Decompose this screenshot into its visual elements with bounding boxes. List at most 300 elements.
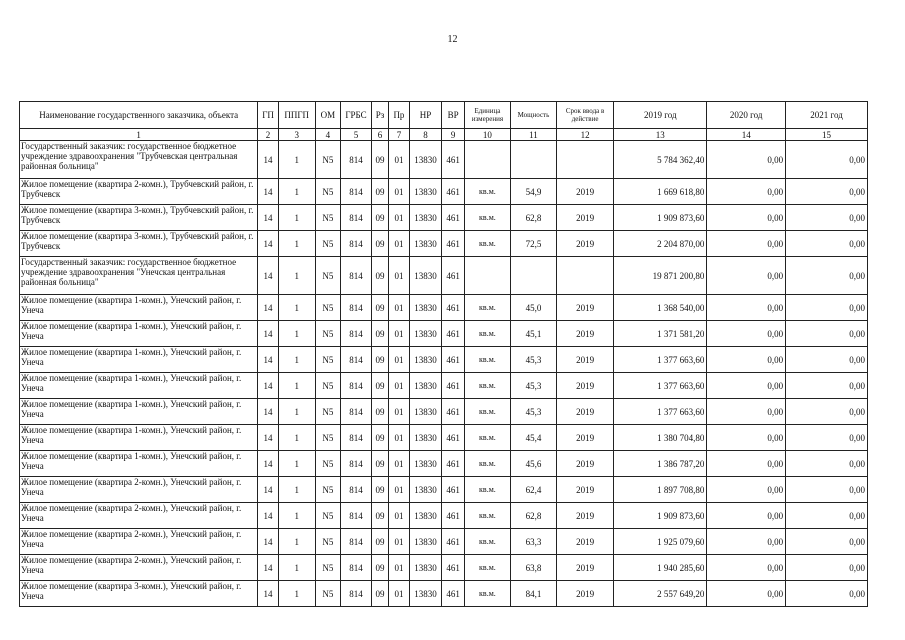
cell-2019: 1 368 540,00 bbox=[614, 295, 707, 321]
cell-pr: 01 bbox=[389, 477, 409, 503]
column-number: 14 bbox=[707, 129, 786, 141]
cell-rz: 09 bbox=[371, 347, 388, 373]
cell-ppgp: 1 bbox=[278, 581, 315, 607]
cell-power: 63,8 bbox=[510, 555, 556, 581]
cell-term: 2019 bbox=[556, 373, 613, 399]
cell-2020: 0,00 bbox=[707, 555, 786, 581]
cell-2020: 0,00 bbox=[707, 179, 786, 205]
cell-term bbox=[556, 141, 613, 179]
cell-pr: 01 bbox=[389, 529, 409, 555]
cell-gp: 14 bbox=[258, 425, 278, 451]
header-cell: 2019 год bbox=[614, 102, 707, 129]
header-cell: Наименование государственного заказчика, объекта bbox=[20, 102, 258, 129]
cell-2021: 0,00 bbox=[786, 425, 868, 451]
table-row bbox=[20, 321, 868, 347]
cell-om: N5 bbox=[315, 179, 341, 205]
cell-unit: кв.м. bbox=[464, 231, 510, 257]
cell-2020: 0,00 bbox=[707, 425, 786, 451]
cell-om: N5 bbox=[315, 373, 341, 399]
cell-2019: 5 784 362,40 bbox=[614, 141, 707, 179]
cell-vr: 461 bbox=[442, 503, 465, 529]
cell-rz: 09 bbox=[371, 581, 388, 607]
header-row bbox=[20, 102, 868, 129]
cell-2019: 1 909 873,60 bbox=[614, 503, 707, 529]
cell-2019: 1 377 663,60 bbox=[614, 347, 707, 373]
cell-nr: 13830 bbox=[409, 425, 442, 451]
column-number: 8 bbox=[409, 129, 442, 141]
cell-unit: кв.м. bbox=[464, 529, 510, 555]
cell-om: N5 bbox=[315, 399, 341, 425]
cell-2020: 0,00 bbox=[707, 581, 786, 607]
table-row bbox=[20, 425, 868, 451]
cell-nr: 13830 bbox=[409, 373, 442, 399]
cell-ppgp: 1 bbox=[278, 205, 315, 231]
cell-gp: 14 bbox=[258, 295, 278, 321]
cell-2020: 0,00 bbox=[707, 141, 786, 179]
cell-2020: 0,00 bbox=[707, 347, 786, 373]
table-row bbox=[20, 141, 868, 179]
column-number: 6 bbox=[371, 129, 388, 141]
cell-rz: 09 bbox=[371, 295, 388, 321]
cell-vr: 461 bbox=[442, 425, 465, 451]
cell-term: 2019 bbox=[556, 205, 613, 231]
cell-grbs: 814 bbox=[341, 373, 372, 399]
cell-term: 2019 bbox=[556, 477, 613, 503]
cell-grbs: 814 bbox=[341, 529, 372, 555]
cell-grbs: 814 bbox=[341, 581, 372, 607]
cell-vr: 461 bbox=[442, 451, 465, 477]
cell-pr: 01 bbox=[389, 399, 409, 425]
cell-nr: 13830 bbox=[409, 581, 442, 607]
cell-2019: 1 377 663,60 bbox=[614, 373, 707, 399]
column-number: 11 bbox=[510, 129, 556, 141]
table-row bbox=[20, 231, 868, 257]
cell-pr: 01 bbox=[389, 503, 409, 529]
cell-pr: 01 bbox=[389, 555, 409, 581]
cell-pr: 01 bbox=[389, 425, 409, 451]
cell-term: 2019 bbox=[556, 347, 613, 373]
cell-gp: 14 bbox=[258, 179, 278, 205]
header-cell: ОМ bbox=[315, 102, 341, 129]
cell-gp: 14 bbox=[258, 477, 278, 503]
cell-ppgp: 1 bbox=[278, 555, 315, 581]
column-number: 7 bbox=[389, 129, 409, 141]
cell-nr: 13830 bbox=[409, 231, 442, 257]
header-cell: ППГП bbox=[278, 102, 315, 129]
column-number-row bbox=[20, 129, 868, 141]
cell-2021: 0,00 bbox=[786, 555, 868, 581]
cell-2019: 1 909 873,60 bbox=[614, 205, 707, 231]
cell-2019: 1 386 787,20 bbox=[614, 451, 707, 477]
cell-rz: 09 bbox=[371, 141, 388, 179]
cell-2019: 2 557 649,20 bbox=[614, 581, 707, 607]
cell-2021: 0,00 bbox=[786, 399, 868, 425]
cell-gp: 14 bbox=[258, 503, 278, 529]
cell-unit bbox=[464, 257, 510, 295]
cell-rz: 09 bbox=[371, 425, 388, 451]
cell-ppgp: 1 bbox=[278, 347, 315, 373]
cell-grbs: 814 bbox=[341, 257, 372, 295]
cell-name: Жилое помещение (квартира 1-комн.), Унечский район, г. Унеча bbox=[20, 347, 258, 373]
cell-ppgp: 1 bbox=[278, 529, 315, 555]
cell-gp: 14 bbox=[258, 581, 278, 607]
cell-unit: кв.м. bbox=[464, 399, 510, 425]
cell-power: 45,1 bbox=[510, 321, 556, 347]
cell-gp: 14 bbox=[258, 141, 278, 179]
header-cell: Единица измерения bbox=[464, 102, 510, 129]
header-cell: Мощность bbox=[510, 102, 556, 129]
cell-nr: 13830 bbox=[409, 205, 442, 231]
cell-power: 45,0 bbox=[510, 295, 556, 321]
cell-gp: 14 bbox=[258, 257, 278, 295]
cell-power: 72,5 bbox=[510, 231, 556, 257]
column-number: 4 bbox=[315, 129, 341, 141]
cell-power: 45,4 bbox=[510, 425, 556, 451]
cell-vr: 461 bbox=[442, 555, 465, 581]
cell-2021: 0,00 bbox=[786, 529, 868, 555]
cell-rz: 09 bbox=[371, 555, 388, 581]
cell-unit bbox=[464, 141, 510, 179]
cell-power bbox=[510, 141, 556, 179]
cell-grbs: 814 bbox=[341, 321, 372, 347]
cell-power: 45,6 bbox=[510, 451, 556, 477]
cell-name: Жилое помещение (квартира 2-комн.), Унечский район, г. Унеча bbox=[20, 503, 258, 529]
cell-ppgp: 1 bbox=[278, 321, 315, 347]
cell-vr: 461 bbox=[442, 373, 465, 399]
cell-om: N5 bbox=[315, 555, 341, 581]
cell-vr: 461 bbox=[442, 581, 465, 607]
cell-term: 2019 bbox=[556, 295, 613, 321]
cell-2021: 0,00 bbox=[786, 451, 868, 477]
table-row bbox=[20, 555, 868, 581]
cell-2019: 1 380 704,80 bbox=[614, 425, 707, 451]
cell-vr: 461 bbox=[442, 529, 465, 555]
cell-vr: 461 bbox=[442, 477, 465, 503]
cell-om: N5 bbox=[315, 529, 341, 555]
cell-term: 2019 bbox=[556, 451, 613, 477]
cell-nr: 13830 bbox=[409, 451, 442, 477]
cell-grbs: 814 bbox=[341, 425, 372, 451]
cell-2021: 0,00 bbox=[786, 477, 868, 503]
header-cell: ВР bbox=[442, 102, 465, 129]
cell-pr: 01 bbox=[389, 205, 409, 231]
cell-ppgp: 1 bbox=[278, 477, 315, 503]
cell-2021: 0,00 bbox=[786, 321, 868, 347]
cell-term: 2019 bbox=[556, 581, 613, 607]
cell-term: 2019 bbox=[556, 555, 613, 581]
cell-pr: 01 bbox=[389, 231, 409, 257]
budget-table bbox=[19, 101, 868, 607]
table-row bbox=[20, 399, 868, 425]
cell-pr: 01 bbox=[389, 347, 409, 373]
cell-pr: 01 bbox=[389, 451, 409, 477]
header-cell: ГП bbox=[258, 102, 278, 129]
cell-2020: 0,00 bbox=[707, 477, 786, 503]
cell-term: 2019 bbox=[556, 179, 613, 205]
cell-om: N5 bbox=[315, 257, 341, 295]
cell-rz: 09 bbox=[371, 529, 388, 555]
cell-rz: 09 bbox=[371, 399, 388, 425]
cell-2021: 0,00 bbox=[786, 295, 868, 321]
cell-grbs: 814 bbox=[341, 179, 372, 205]
header-cell: Срок ввода в действие bbox=[556, 102, 613, 129]
cell-unit: кв.м. bbox=[464, 581, 510, 607]
cell-2021: 0,00 bbox=[786, 347, 868, 373]
cell-pr: 01 bbox=[389, 581, 409, 607]
cell-vr: 461 bbox=[442, 295, 465, 321]
cell-2019: 1 925 079,60 bbox=[614, 529, 707, 555]
cell-term: 2019 bbox=[556, 529, 613, 555]
cell-2020: 0,00 bbox=[707, 503, 786, 529]
cell-2021: 0,00 bbox=[786, 581, 868, 607]
cell-2021: 0,00 bbox=[786, 205, 868, 231]
column-number: 13 bbox=[614, 129, 707, 141]
cell-name: Жилое помещение (квартира 2-комн.), Унечский район, г. Унеча bbox=[20, 555, 258, 581]
cell-gp: 14 bbox=[258, 555, 278, 581]
cell-name: Жилое помещение (квартира 2-комн.), Унечский район, г. Унеча bbox=[20, 477, 258, 503]
cell-ppgp: 1 bbox=[278, 399, 315, 425]
cell-name: Жилое помещение (квартира 1-комн.), Унечский район, г. Унеча bbox=[20, 295, 258, 321]
cell-nr: 13830 bbox=[409, 399, 442, 425]
header-cell: 2020 год bbox=[707, 102, 786, 129]
cell-name: Жилое помещение (квартира 3-комн.), Трубчевский район, г. Трубчевск bbox=[20, 205, 258, 231]
cell-grbs: 814 bbox=[341, 141, 372, 179]
cell-grbs: 814 bbox=[341, 477, 372, 503]
cell-rz: 09 bbox=[371, 179, 388, 205]
cell-vr: 461 bbox=[442, 257, 465, 295]
cell-om: N5 bbox=[315, 581, 341, 607]
cell-ppgp: 1 bbox=[278, 231, 315, 257]
cell-2019: 1 940 285,60 bbox=[614, 555, 707, 581]
cell-vr: 461 bbox=[442, 321, 465, 347]
cell-unit: кв.м. bbox=[464, 503, 510, 529]
table-row bbox=[20, 205, 868, 231]
cell-term: 2019 bbox=[556, 231, 613, 257]
cell-2020: 0,00 bbox=[707, 295, 786, 321]
cell-vr: 461 bbox=[442, 205, 465, 231]
cell-ppgp: 1 bbox=[278, 373, 315, 399]
cell-vr: 461 bbox=[442, 347, 465, 373]
cell-rz: 09 bbox=[371, 373, 388, 399]
cell-rz: 09 bbox=[371, 477, 388, 503]
cell-pr: 01 bbox=[389, 373, 409, 399]
header-cell: 2021 год bbox=[786, 102, 868, 129]
cell-nr: 13830 bbox=[409, 295, 442, 321]
cell-vr: 461 bbox=[442, 141, 465, 179]
column-number: 3 bbox=[278, 129, 315, 141]
cell-gp: 14 bbox=[258, 529, 278, 555]
cell-nr: 13830 bbox=[409, 257, 442, 295]
cell-gp: 14 bbox=[258, 451, 278, 477]
cell-unit: кв.м. bbox=[464, 205, 510, 231]
cell-nr: 13830 bbox=[409, 477, 442, 503]
cell-2021: 0,00 bbox=[786, 179, 868, 205]
cell-grbs: 814 bbox=[341, 231, 372, 257]
cell-term: 2019 bbox=[556, 399, 613, 425]
cell-ppgp: 1 bbox=[278, 295, 315, 321]
cell-om: N5 bbox=[315, 321, 341, 347]
cell-om: N5 bbox=[315, 425, 341, 451]
cell-2020: 0,00 bbox=[707, 373, 786, 399]
cell-nr: 13830 bbox=[409, 141, 442, 179]
cell-vr: 461 bbox=[442, 179, 465, 205]
cell-2021: 0,00 bbox=[786, 141, 868, 179]
cell-rz: 09 bbox=[371, 503, 388, 529]
cell-power: 45,3 bbox=[510, 373, 556, 399]
cell-2021: 0,00 bbox=[786, 231, 868, 257]
cell-unit: кв.м. bbox=[464, 373, 510, 399]
cell-gp: 14 bbox=[258, 321, 278, 347]
cell-2020: 0,00 bbox=[707, 231, 786, 257]
cell-2020: 0,00 bbox=[707, 321, 786, 347]
table-row bbox=[20, 581, 868, 607]
column-number: 9 bbox=[442, 129, 465, 141]
cell-term: 2019 bbox=[556, 425, 613, 451]
cell-pr: 01 bbox=[389, 321, 409, 347]
cell-name: Жилое помещение (квартира 1-комн.), Унечский район, г. Унеча bbox=[20, 399, 258, 425]
cell-om: N5 bbox=[315, 295, 341, 321]
cell-term: 2019 bbox=[556, 503, 613, 529]
cell-2019: 1 377 663,60 bbox=[614, 399, 707, 425]
cell-rz: 09 bbox=[371, 205, 388, 231]
cell-power: 45,3 bbox=[510, 399, 556, 425]
cell-om: N5 bbox=[315, 347, 341, 373]
cell-name: Жилое помещение (квартира 2-комн.), Трубчевский район, г. Трубчевск bbox=[20, 179, 258, 205]
cell-nr: 13830 bbox=[409, 529, 442, 555]
table-row bbox=[20, 257, 868, 295]
cell-gp: 14 bbox=[258, 373, 278, 399]
cell-power: 62,8 bbox=[510, 503, 556, 529]
cell-power: 45,3 bbox=[510, 347, 556, 373]
cell-vr: 461 bbox=[442, 231, 465, 257]
column-number: 5 bbox=[341, 129, 372, 141]
table-row bbox=[20, 529, 868, 555]
cell-vr: 461 bbox=[442, 399, 465, 425]
cell-gp: 14 bbox=[258, 231, 278, 257]
cell-grbs: 814 bbox=[341, 503, 372, 529]
cell-2019: 19 871 200,80 bbox=[614, 257, 707, 295]
cell-ppgp: 1 bbox=[278, 257, 315, 295]
table-row bbox=[20, 477, 868, 503]
cell-unit: кв.м. bbox=[464, 295, 510, 321]
cell-2019: 2 204 870,00 bbox=[614, 231, 707, 257]
table-row bbox=[20, 179, 868, 205]
table-body bbox=[20, 141, 868, 607]
cell-gp: 14 bbox=[258, 205, 278, 231]
cell-nr: 13830 bbox=[409, 179, 442, 205]
cell-name: Жилое помещение (квартира 1-комн.), Унечский район, г. Унеча bbox=[20, 425, 258, 451]
cell-pr: 01 bbox=[389, 257, 409, 295]
cell-name: Жилое помещение (квартира 3-комн.), Унечский район, г. Унеча bbox=[20, 581, 258, 607]
cell-nr: 13830 bbox=[409, 347, 442, 373]
cell-rz: 09 bbox=[371, 321, 388, 347]
cell-grbs: 814 bbox=[341, 205, 372, 231]
header-cell: НР bbox=[409, 102, 442, 129]
cell-term: 2019 bbox=[556, 321, 613, 347]
header-cell: ГРБС bbox=[341, 102, 372, 129]
cell-term bbox=[556, 257, 613, 295]
cell-name: Жилое помещение (квартира 2-комн.), Унечский район, г. Унеча bbox=[20, 529, 258, 555]
table-row bbox=[20, 347, 868, 373]
cell-nr: 13830 bbox=[409, 555, 442, 581]
cell-unit: кв.м. bbox=[464, 321, 510, 347]
cell-power: 63,3 bbox=[510, 529, 556, 555]
cell-power: 84,1 bbox=[510, 581, 556, 607]
cell-om: N5 bbox=[315, 205, 341, 231]
cell-grbs: 814 bbox=[341, 399, 372, 425]
cell-2021: 0,00 bbox=[786, 373, 868, 399]
cell-rz: 09 bbox=[371, 231, 388, 257]
cell-nr: 13830 bbox=[409, 503, 442, 529]
cell-gp: 14 bbox=[258, 399, 278, 425]
cell-2020: 0,00 bbox=[707, 529, 786, 555]
cell-power: 62,4 bbox=[510, 477, 556, 503]
page-number: 12 bbox=[447, 34, 458, 45]
cell-2020: 0,00 bbox=[707, 257, 786, 295]
cell-2020: 0,00 bbox=[707, 451, 786, 477]
cell-2020: 0,00 bbox=[707, 205, 786, 231]
table-row bbox=[20, 373, 868, 399]
column-number: 10 bbox=[464, 129, 510, 141]
column-number: 2 bbox=[258, 129, 278, 141]
cell-pr: 01 bbox=[389, 179, 409, 205]
cell-ppgp: 1 bbox=[278, 451, 315, 477]
cell-grbs: 814 bbox=[341, 347, 372, 373]
cell-om: N5 bbox=[315, 141, 341, 179]
cell-2019: 1 371 581,20 bbox=[614, 321, 707, 347]
table-row bbox=[20, 503, 868, 529]
cell-2019: 1 669 618,80 bbox=[614, 179, 707, 205]
cell-unit: кв.м. bbox=[464, 425, 510, 451]
cell-unit: кв.м. bbox=[464, 179, 510, 205]
cell-2020: 0,00 bbox=[707, 399, 786, 425]
cell-name: Жилое помещение (квартира 1-комн.), Унечский район, г. Унеча bbox=[20, 321, 258, 347]
cell-rz: 09 bbox=[371, 451, 388, 477]
table-row bbox=[20, 295, 868, 321]
cell-name: Жилое помещение (квартира 1-комн.), Унечский район, г. Унеча bbox=[20, 373, 258, 399]
cell-grbs: 814 bbox=[341, 295, 372, 321]
column-number: 15 bbox=[786, 129, 868, 141]
cell-om: N5 bbox=[315, 451, 341, 477]
cell-ppgp: 1 bbox=[278, 179, 315, 205]
header-cell: Рз bbox=[371, 102, 388, 129]
cell-name: Жилое помещение (квартира 3-комн.), Трубчевский район, г. Трубчевск bbox=[20, 231, 258, 257]
cell-rz: 09 bbox=[371, 257, 388, 295]
cell-power: 62,8 bbox=[510, 205, 556, 231]
cell-om: N5 bbox=[315, 503, 341, 529]
cell-power bbox=[510, 257, 556, 295]
cell-pr: 01 bbox=[389, 141, 409, 179]
table-row bbox=[20, 451, 868, 477]
cell-ppgp: 1 bbox=[278, 141, 315, 179]
cell-om: N5 bbox=[315, 477, 341, 503]
column-number: 1 bbox=[20, 129, 258, 141]
cell-om: N5 bbox=[315, 231, 341, 257]
cell-ppgp: 1 bbox=[278, 425, 315, 451]
cell-2021: 0,00 bbox=[786, 257, 868, 295]
cell-name: Жилое помещение (квартира 1-комн.), Унечский район, г. Унеча bbox=[20, 451, 258, 477]
cell-2021: 0,00 bbox=[786, 503, 868, 529]
cell-power: 54,9 bbox=[510, 179, 556, 205]
cell-ppgp: 1 bbox=[278, 503, 315, 529]
cell-name: Государственный заказчик: государственное бюджетное учреждение здравоохранения "Трубчевская центральная районная больница" bbox=[20, 141, 258, 179]
cell-unit: кв.м. bbox=[464, 347, 510, 373]
column-number: 12 bbox=[556, 129, 613, 141]
header-cell: Пр bbox=[389, 102, 409, 129]
cell-2019: 1 897 708,80 bbox=[614, 477, 707, 503]
cell-pr: 01 bbox=[389, 295, 409, 321]
cell-nr: 13830 bbox=[409, 321, 442, 347]
